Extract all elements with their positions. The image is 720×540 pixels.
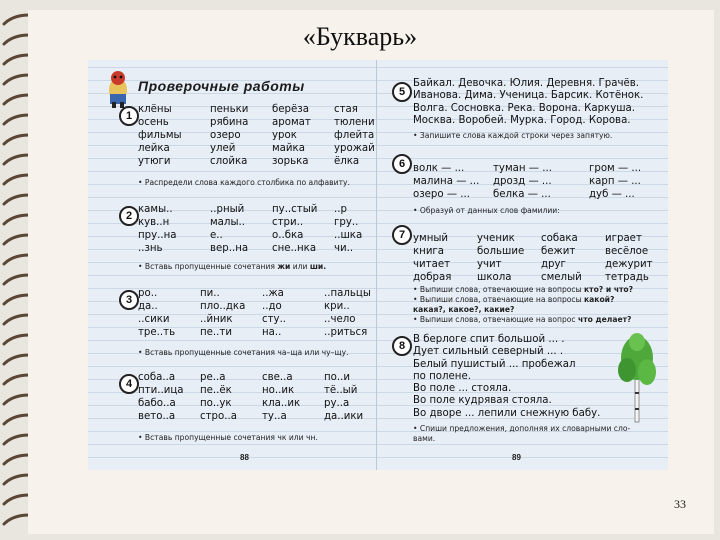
word-cell: ..рный bbox=[210, 204, 245, 215]
word-cell: тюлени bbox=[334, 117, 375, 128]
exercise-8-instruction: вами. bbox=[413, 434, 436, 443]
exercise-number: 7 bbox=[392, 225, 412, 245]
word-cell: туман — ... bbox=[493, 163, 552, 174]
exercise-4-instruction: • Вставь пропущенные сочетания чк или чн. bbox=[138, 433, 318, 442]
word-cell: школа bbox=[477, 272, 512, 283]
word-cell: ..до bbox=[262, 301, 282, 312]
word-cell: флейта bbox=[334, 130, 375, 141]
word-cell: пе..ёк bbox=[200, 385, 232, 396]
birch-tree-illustration bbox=[612, 330, 662, 425]
word-cell: клёны bbox=[138, 104, 172, 115]
word-cell: пи.. bbox=[200, 288, 220, 299]
word-cell: на.. bbox=[262, 327, 282, 338]
word-cell: ..сики bbox=[138, 314, 170, 325]
word-cell: озеро — ... bbox=[413, 189, 470, 200]
exercise-5-instruction: • Запишите слова каждой строки через запятую. bbox=[413, 131, 613, 140]
word-cell: дуб — ... bbox=[589, 189, 635, 200]
word-cell: пти..ица bbox=[138, 385, 184, 396]
word-cell: камы.. bbox=[138, 204, 173, 215]
word-cell: смелый bbox=[541, 272, 582, 283]
word-cell: чи.. bbox=[334, 243, 354, 254]
exercise-number: 6 bbox=[392, 154, 412, 174]
word-cell: улей bbox=[210, 143, 236, 154]
word-cell: аромат bbox=[272, 117, 311, 128]
word-cell: ро.. bbox=[138, 288, 158, 299]
exercise-number: 5 bbox=[392, 82, 412, 102]
word-cell: ..риться bbox=[324, 327, 368, 338]
word-cell: пу..стый bbox=[272, 204, 318, 215]
word-cell: собака bbox=[541, 233, 578, 244]
note-text: • Выпиши слова, отвечающие на вопросы bbox=[413, 295, 585, 304]
exercise-8-instruction: • Спиши предложения, дополняя их словарными сло- bbox=[413, 424, 631, 433]
exercise-2-instruction bbox=[138, 262, 326, 271]
exercise-number: 8 bbox=[392, 336, 412, 356]
word-cell: вер..на bbox=[210, 243, 249, 254]
word-cell: ру..а bbox=[324, 398, 350, 409]
slide-page-number: 33 bbox=[674, 497, 686, 511]
note-bold: ши. bbox=[309, 262, 327, 271]
exercise-6-instruction: • Образуй от данных слов фамилии: bbox=[413, 206, 560, 215]
word-cell: слойка bbox=[210, 156, 248, 167]
word-cell: белка — ... bbox=[493, 189, 551, 200]
word-cell: утюги bbox=[138, 156, 171, 167]
word-cell: соба..а bbox=[138, 372, 176, 383]
word-cell: стро..а bbox=[200, 411, 237, 422]
word-cell: да..ики bbox=[324, 411, 364, 422]
note-bold: какой? bbox=[584, 295, 615, 304]
word-cell: ре..а bbox=[200, 372, 226, 383]
word-cell: ..жа bbox=[262, 288, 284, 299]
exercise-3-instruction: • Вставь пропущенные сочетания ча–ща или чу–щу. bbox=[138, 348, 349, 357]
word-cell: кув..н bbox=[138, 217, 170, 228]
word-cell: зорька bbox=[272, 156, 309, 167]
word-cell: друг bbox=[541, 259, 566, 270]
exercise-3-words bbox=[138, 287, 386, 339]
exercise-7-instruction bbox=[413, 285, 633, 294]
word-cell: тетрадь bbox=[605, 272, 649, 283]
exercise-number: 1 bbox=[119, 106, 139, 126]
exercise-7-words bbox=[413, 232, 665, 284]
word-cell: кри.. bbox=[324, 301, 350, 312]
exercise-number: 4 bbox=[119, 374, 139, 394]
note-bold: кто? и что? bbox=[584, 285, 634, 294]
word-cell: ..пальцы bbox=[324, 288, 371, 299]
word-cell: учит bbox=[477, 259, 502, 270]
word-cell: пло..дка bbox=[200, 301, 246, 312]
mascot-illustration bbox=[102, 68, 134, 108]
word-cell: сне..нка bbox=[272, 243, 317, 254]
word-cell: вето..а bbox=[138, 411, 176, 422]
word-cell: о..бка bbox=[272, 230, 304, 241]
note-text: • Вставь пропущенные сочетания bbox=[138, 262, 275, 271]
exercise-7-instruction bbox=[413, 305, 514, 314]
word-cell: пру..на bbox=[138, 230, 177, 241]
exercise-7-instruction bbox=[413, 295, 614, 304]
exercise-8-text: В берлоге спит большой ... . Дует сильный северный ... . Белый пушистый ... пробежал по полене. Во поле ... стояла. Во поле кудрявая стояла. Во дворе ... лепили снежную бабу. bbox=[413, 334, 601, 419]
word-cell: пеньки bbox=[210, 104, 249, 115]
note-text: или bbox=[290, 262, 310, 271]
word-cell: по..и bbox=[324, 372, 350, 383]
exercise-7-instruction bbox=[413, 315, 631, 324]
word-cell: малина — ... bbox=[413, 176, 480, 187]
note-bold: жи bbox=[277, 262, 291, 271]
word-cell: фильмы bbox=[138, 130, 182, 141]
word-cell: ..знь bbox=[138, 243, 163, 254]
word-cell: сту.. bbox=[262, 314, 287, 325]
word-cell: да.. bbox=[138, 301, 158, 312]
word-cell: ..шка bbox=[334, 230, 363, 241]
left-page bbox=[88, 60, 377, 470]
word-cell: кла..ик bbox=[262, 398, 301, 409]
word-cell: лейка bbox=[138, 143, 170, 154]
word-cell: ..чело bbox=[324, 314, 356, 325]
word-cell: добрая bbox=[413, 272, 452, 283]
exercise-6-words bbox=[413, 162, 669, 201]
note-text: • Выпиши слова, отвечающие на вопрос bbox=[413, 315, 579, 324]
text-line: Байкал. Девочка. Юлия. Деревня. Грачёв. bbox=[413, 78, 640, 89]
word-cell: но..ик bbox=[262, 385, 295, 396]
word-cell: ..р bbox=[334, 204, 347, 215]
note-bold: что делает? bbox=[578, 315, 632, 324]
exercise-2-words bbox=[138, 203, 394, 255]
word-cell: дежурит bbox=[605, 259, 653, 270]
word-cell: пе..ти bbox=[200, 327, 232, 338]
word-cell: урожай bbox=[334, 143, 375, 154]
word-cell: ученик bbox=[477, 233, 515, 244]
word-cell: гром — ... bbox=[589, 163, 642, 174]
word-cell: тё..ый bbox=[324, 385, 358, 396]
exercise-5-words bbox=[413, 78, 643, 127]
word-cell: читает bbox=[413, 259, 451, 270]
exercise-1-words bbox=[138, 103, 394, 168]
exercise-number: 2 bbox=[119, 206, 139, 226]
note-text: • Выпиши слова, отвечающие на вопросы bbox=[413, 285, 585, 294]
word-cell: умный bbox=[413, 233, 449, 244]
exercise-number: 3 bbox=[119, 290, 139, 310]
word-cell: волк — ... bbox=[413, 163, 465, 174]
word-cell: бабо..а bbox=[138, 398, 176, 409]
word-cell: книга bbox=[413, 246, 445, 257]
word-cell: стая bbox=[334, 104, 358, 115]
word-cell: ..йник bbox=[200, 314, 233, 325]
word-cell: е.. bbox=[210, 230, 223, 241]
note-bold: какая?, какое?, какие? bbox=[413, 305, 515, 314]
word-cell: большие bbox=[477, 246, 525, 257]
word-cell: берёза bbox=[272, 104, 309, 115]
word-cell: играет bbox=[605, 233, 642, 244]
right-page bbox=[380, 60, 668, 470]
text-line: Иванова. Дима. Ученица. Барсик. Котёнок. bbox=[413, 90, 644, 102]
word-cell: тре..ть bbox=[138, 327, 176, 338]
word-cell: бежит bbox=[541, 246, 576, 257]
word-cell: малы.. bbox=[210, 217, 245, 228]
word-cell: гру.. bbox=[334, 217, 359, 228]
slide-title: «Букварь» bbox=[302, 22, 418, 51]
exercise-1-instruction: • Распредели слова каждого столбика по алфавиту. bbox=[138, 178, 350, 187]
book-page-number: 88 bbox=[240, 453, 249, 462]
word-cell: осень bbox=[138, 117, 169, 128]
exercise-4-words bbox=[138, 371, 386, 423]
text-line: Волга. Сосновка. Река. Ворона. Каркуша. bbox=[413, 102, 636, 114]
word-cell: ту..а bbox=[262, 411, 287, 422]
word-cell: майка bbox=[272, 143, 305, 154]
word-cell: карп — ... bbox=[589, 176, 641, 187]
word-cell: урок bbox=[272, 130, 297, 141]
book-page-number: 89 bbox=[512, 453, 521, 462]
word-cell: све..а bbox=[262, 372, 293, 383]
section-title: Проверочные работы bbox=[138, 78, 305, 94]
word-cell: дрозд — ... bbox=[493, 176, 552, 187]
word-cell: по..ук bbox=[200, 398, 232, 409]
word-cell: озеро bbox=[210, 130, 241, 141]
textbook-spread bbox=[88, 60, 668, 470]
word-cell: ёлка bbox=[334, 156, 360, 167]
text-line: Москва. Воробей. Мурка. Город. Корова. bbox=[413, 114, 631, 126]
word-cell: весёлое bbox=[605, 246, 649, 257]
word-cell: рябина bbox=[210, 117, 249, 128]
word-cell: стри.. bbox=[272, 217, 304, 228]
